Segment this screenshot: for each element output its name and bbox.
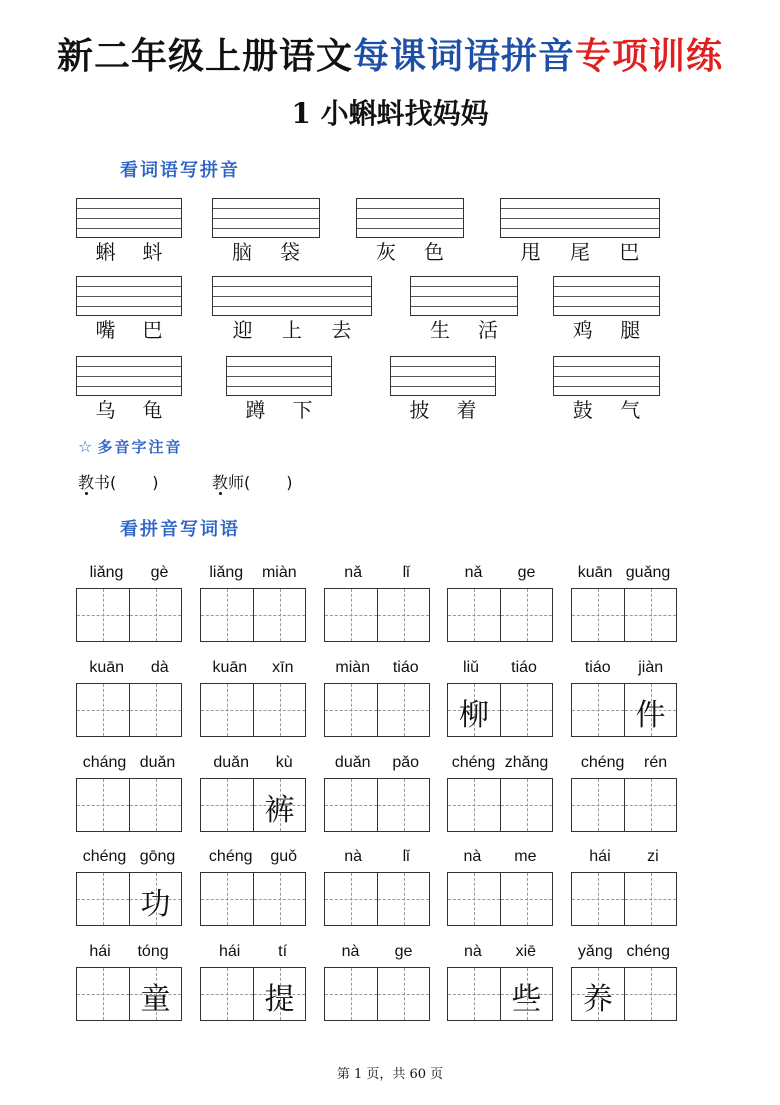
pinyin-syllable: chéng [580, 754, 625, 771]
filled-char: 功 [140, 887, 171, 922]
pinyin-syllable: liǔ [463, 659, 480, 676]
pinyin-writing-box[interactable] [212, 198, 320, 238]
pinyin-label [571, 754, 677, 772]
tianzige-cell[interactable] [129, 779, 181, 831]
pinyin-syllable: cháng [82, 754, 127, 771]
tianzige-cell[interactable] [77, 779, 129, 831]
pinyin-syllable: tí [278, 943, 288, 960]
pinyin-syllable: nà [341, 943, 360, 960]
pinyin-syllable: gōng [139, 848, 176, 865]
ruled-line [227, 386, 331, 387]
pinyin-label [571, 564, 677, 582]
ruled-line [411, 306, 517, 307]
page-title [0, 28, 780, 79]
vocab-char: 巴 [142, 318, 163, 342]
vocab-word [362, 236, 458, 265]
vocab-char: 色 [424, 240, 444, 264]
pinyin-syllable: kuān [212, 659, 248, 676]
ruled-line [213, 228, 319, 229]
pinyin-syllable: kù [275, 754, 293, 771]
pinyin-syllable: nǎ [344, 564, 363, 581]
page-footer: 第 1 页，共 60 页 [336, 1067, 444, 1082]
ruled-line [77, 228, 181, 229]
tianzige-cell[interactable] [77, 589, 129, 641]
tianzige-cell[interactable] [253, 873, 305, 925]
pinyin-label [76, 848, 182, 866]
vocab-char: 上 [281, 318, 302, 342]
pinyin-writing-box[interactable] [356, 198, 464, 238]
tianzige-box[interactable] [571, 967, 677, 1021]
star-icon: ☆ [78, 437, 93, 456]
pinyin-label [76, 754, 182, 772]
pinyin-syllable: hái [89, 943, 111, 960]
section-title-write-pinyin: 看词语写拼音 [120, 160, 240, 181]
ruled-line [357, 208, 463, 209]
tianzige-cell[interactable] [377, 873, 429, 925]
tianzige-box[interactable] [76, 683, 182, 737]
pinyin-label [76, 564, 182, 582]
ruled-line [391, 376, 495, 377]
ruled-line [391, 386, 495, 387]
pinyin-label [447, 564, 553, 582]
tianzige-box[interactable] [76, 778, 182, 832]
ruled-line [213, 296, 371, 297]
tianzige-cell[interactable] [448, 779, 500, 831]
pinyin-syllable: ge [394, 943, 413, 960]
tianzige-cell[interactable] [325, 779, 377, 831]
vocab-char: 迎 [232, 318, 253, 342]
pinyin-syllable: xiē [515, 943, 537, 960]
pinyin-syllable: xīn [272, 659, 294, 676]
pinyin-syllable: jiàn [638, 659, 664, 676]
pinyin-syllable: duǎn [139, 754, 176, 771]
pinyin-syllable: kuān [89, 659, 125, 676]
tianzige-box[interactable] [200, 872, 306, 926]
tianzige-cell[interactable] [624, 684, 676, 736]
polyphone-close: ) [286, 473, 293, 492]
pinyin-syllable: nà [463, 943, 482, 960]
vocab-char: 下 [292, 398, 313, 422]
tianzige-box[interactable] [324, 683, 430, 737]
vocab-char: 甩 [520, 240, 541, 264]
pinyin-label [324, 848, 430, 866]
tianzige-box[interactable] [324, 872, 430, 926]
polyphone-item-2 [212, 470, 293, 493]
ruled-line [501, 228, 659, 229]
vocab-word [82, 394, 176, 423]
vocab-word [218, 314, 366, 343]
pinyin-syllable: zi [647, 848, 659, 865]
pinyin-writing-box[interactable] [226, 356, 332, 396]
pinyin-label [76, 943, 182, 961]
pinyin-label [571, 848, 677, 866]
pinyin-syllable: miàn [335, 659, 371, 676]
tianzige-cell[interactable] [448, 968, 500, 1020]
polyphone-heading [78, 436, 182, 457]
section-title-write-words: 看拼音写词语 [120, 519, 240, 540]
filled-char: 童 [140, 982, 171, 1017]
ruled-line [554, 376, 659, 377]
filled-char: 柳 [459, 698, 489, 733]
lesson-title: 1 小蝌蚪找妈妈 [291, 97, 489, 130]
polyphone-word: 教师( [212, 473, 251, 492]
ruled-line [227, 366, 331, 367]
pinyin-syllable: pǎo [392, 754, 420, 771]
ruled-line [554, 296, 659, 297]
polyphone-word: 教书( [78, 473, 117, 492]
vocab-word [82, 314, 176, 343]
pinyin-syllable: guǎng [625, 564, 671, 581]
pinyin-writing-box[interactable] [553, 356, 660, 396]
pinyin-syllable: me [514, 848, 537, 865]
pinyin-label [571, 659, 677, 677]
tianzige-cell[interactable] [129, 968, 181, 1020]
vocab-char: 蚪 [142, 240, 163, 264]
pinyin-syllable: liǎng [209, 564, 244, 581]
tianzige-cell[interactable] [624, 779, 676, 831]
tianzige-box[interactable] [200, 778, 306, 832]
ruled-line [357, 218, 463, 219]
pinyin-label [447, 754, 553, 772]
title-part-red: 专项训练 [575, 35, 724, 77]
filled-char: 裤 [264, 793, 295, 828]
tianzige-box[interactable] [571, 778, 677, 832]
pinyin-label [447, 659, 553, 677]
tianzige-cell[interactable] [325, 684, 377, 736]
pinyin-writing-box[interactable] [76, 276, 182, 316]
pinyin-syllable: dà [150, 659, 169, 676]
tianzige-box[interactable] [200, 588, 306, 642]
pinyin-syllable: chéng [451, 754, 496, 771]
tianzige-box[interactable] [76, 588, 182, 642]
vocab-word [82, 236, 176, 265]
pinyin-syllable: tiáo [584, 659, 611, 676]
tianzige-cell[interactable] [624, 873, 676, 925]
ruled-line [227, 376, 331, 377]
tianzige-box[interactable] [324, 778, 430, 832]
tianzige-cell[interactable] [377, 589, 429, 641]
tianzige-cell[interactable] [500, 968, 552, 1020]
tianzige-cell[interactable] [572, 873, 624, 925]
tianzige-cell[interactable] [77, 968, 129, 1020]
pinyin-syllable: miàn [261, 564, 297, 581]
vocab-word [232, 394, 326, 423]
tianzige-cell[interactable] [129, 873, 181, 925]
pinyin-syllable: tiáo [392, 659, 419, 676]
vocab-char: 气 [620, 398, 641, 422]
polyphone-close: ) [152, 473, 159, 492]
tianzige-cell[interactable] [325, 968, 377, 1020]
vocab-char: 袋 [280, 240, 300, 264]
tianzige-cell[interactable] [253, 968, 305, 1020]
tianzige-cell[interactable] [253, 779, 305, 831]
vocab-char: 乌 [95, 398, 116, 422]
pinyin-label [200, 848, 306, 866]
pinyin-syllable: nà [344, 848, 363, 865]
ruled-line [554, 386, 659, 387]
tianzige-cell[interactable] [572, 589, 624, 641]
tianzige-cell[interactable] [201, 873, 253, 925]
tianzige-box[interactable] [447, 872, 553, 926]
vocab-char: 着 [456, 398, 477, 422]
tianzige-cell[interactable] [77, 684, 129, 736]
tianzige-cell[interactable] [201, 589, 253, 641]
tianzige-box[interactable] [447, 683, 553, 737]
vocab-char: 灰 [376, 240, 396, 264]
pinyin-writing-box[interactable] [212, 276, 372, 316]
tianzige-box[interactable] [571, 588, 677, 642]
pinyin-syllable: hái [218, 943, 241, 960]
tianzige-cell[interactable] [77, 873, 129, 925]
vocab-char: 去 [331, 318, 352, 342]
pinyin-syllable: chéng [82, 848, 127, 865]
pinyin-syllable: duǎn [334, 754, 371, 771]
pinyin-syllable: liǎng [89, 564, 124, 581]
tianzige-cell[interactable] [201, 779, 253, 831]
tianzige-box[interactable] [76, 872, 182, 926]
ruled-line [411, 286, 517, 287]
tianzige-cell[interactable] [377, 968, 429, 1020]
tianzige-cell[interactable] [572, 684, 624, 736]
ruled-line [357, 228, 463, 229]
tianzige-cell[interactable] [624, 968, 676, 1020]
pinyin-label [324, 943, 430, 961]
tianzige-cell[interactable] [377, 684, 429, 736]
pinyin-label [324, 564, 430, 582]
vocab-word [218, 236, 314, 265]
pinyin-syllable: zhǎng [504, 754, 549, 771]
ruled-line [554, 366, 659, 367]
pinyin-syllable: rén [644, 754, 668, 771]
pinyin-label [200, 943, 306, 961]
pinyin-label [447, 943, 553, 961]
tianzige-cell[interactable] [253, 684, 305, 736]
vocab-char: 生 [430, 318, 450, 342]
ruled-line [554, 306, 659, 307]
ruled-line [501, 218, 659, 219]
vocab-word [416, 314, 512, 343]
tianzige-box[interactable] [447, 967, 553, 1021]
filled-char: 件 [635, 698, 666, 733]
pinyin-label [447, 848, 553, 866]
tianzige-cell[interactable] [448, 684, 500, 736]
tianzige-cell[interactable] [572, 779, 624, 831]
vocab-word [506, 236, 654, 265]
pinyin-syllable: nǎ [464, 564, 483, 581]
title-part-black: 新二年级上册语文 [56, 35, 353, 77]
tianzige-cell[interactable] [325, 589, 377, 641]
tianzige-cell[interactable] [129, 684, 181, 736]
tianzige-cell[interactable] [325, 873, 377, 925]
tianzige-cell[interactable] [624, 589, 676, 641]
pinyin-writing-box[interactable] [410, 276, 518, 316]
polyphone-item-1 [78, 470, 159, 493]
vocab-word [396, 394, 490, 423]
vocab-char: 尾 [569, 240, 590, 264]
pinyin-syllable: lǐ [402, 564, 410, 581]
ruled-line [411, 296, 517, 297]
pinyin-syllable: kuān [577, 564, 613, 581]
pinyin-writing-box[interactable] [553, 276, 660, 316]
filled-char: 提 [264, 982, 295, 1017]
ruled-line [77, 386, 181, 387]
ruled-line [77, 376, 181, 377]
filled-char: 养 [583, 982, 613, 1017]
tianzige-cell[interactable] [500, 684, 552, 736]
tianzige-cell[interactable] [201, 684, 253, 736]
title-part-blue: 每课词语拼音 [352, 35, 575, 77]
pinyin-syllable: hái [589, 848, 611, 865]
tianzige-cell[interactable] [500, 873, 552, 925]
vocab-word [559, 314, 654, 343]
vocab-word [559, 394, 654, 423]
pinyin-syllable: ge [517, 564, 536, 581]
vocab-char: 蹲 [245, 398, 266, 422]
pinyin-syllable: nà [463, 848, 482, 865]
ruled-line [213, 286, 371, 287]
tianzige-box[interactable] [200, 967, 306, 1021]
ruled-line [77, 296, 181, 297]
vocab-char: 巴 [619, 240, 640, 264]
tianzige-box[interactable] [76, 967, 182, 1021]
tianzige-cell[interactable] [500, 779, 552, 831]
tianzige-cell[interactable] [448, 873, 500, 925]
tianzige-cell[interactable] [572, 968, 624, 1020]
ruled-line [501, 208, 659, 209]
pinyin-label [200, 564, 306, 582]
tianzige-cell[interactable] [253, 589, 305, 641]
emphasis-dot [219, 492, 222, 495]
tianzige-box[interactable] [324, 588, 430, 642]
ruled-line [77, 218, 181, 219]
pinyin-syllable: gè [150, 564, 169, 581]
pinyin-label [324, 754, 430, 772]
pinyin-writing-box[interactable] [76, 356, 182, 396]
vocab-char: 龟 [142, 398, 163, 422]
ruled-line [213, 306, 371, 307]
tianzige-cell[interactable] [448, 589, 500, 641]
tianzige-box[interactable] [571, 683, 677, 737]
filled-char: 些 [511, 982, 542, 1017]
tianzige-box[interactable] [447, 588, 553, 642]
pinyin-writing-box[interactable] [76, 198, 182, 238]
vocab-char: 活 [478, 318, 498, 342]
vocab-char: 鸡 [572, 318, 593, 342]
section-title-polyphone: 多音字注音 [97, 438, 183, 456]
pinyin-label [571, 943, 677, 961]
pinyin-label [324, 659, 430, 677]
vocab-char: 腿 [620, 318, 641, 342]
vocab-char: 嘴 [95, 318, 116, 342]
ruled-line [77, 366, 181, 367]
tianzige-cell[interactable] [129, 589, 181, 641]
pinyin-label [76, 659, 182, 677]
ruled-line [213, 208, 319, 209]
pinyin-syllable: tiáo [511, 659, 537, 676]
tianzige-box[interactable] [324, 967, 430, 1021]
pinyin-syllable: guǒ [270, 848, 298, 865]
vocab-char: 鼓 [572, 398, 593, 422]
pinyin-label [200, 754, 306, 772]
tianzige-cell[interactable] [201, 968, 253, 1020]
emphasis-dot [85, 492, 88, 495]
ruled-line [213, 218, 319, 219]
ruled-line [77, 306, 181, 307]
tianzige-cell[interactable] [500, 589, 552, 641]
pinyin-writing-box[interactable] [390, 356, 496, 396]
tianzige-cell[interactable] [377, 779, 429, 831]
ruled-line [77, 208, 181, 209]
pinyin-syllable: chéng [208, 848, 253, 865]
tianzige-box[interactable] [200, 683, 306, 737]
tianzige-box[interactable] [447, 778, 553, 832]
pinyin-syllable: duǎn [213, 754, 249, 771]
pinyin-syllable: chéng [626, 943, 671, 960]
pinyin-writing-box[interactable] [500, 198, 660, 238]
pinyin-syllable: lǐ [402, 848, 410, 865]
ruled-line [391, 366, 495, 367]
pinyin-syllable: tóng [137, 943, 169, 960]
vocab-char: 披 [409, 398, 430, 422]
ruled-line [554, 286, 659, 287]
pinyin-label [200, 659, 306, 677]
pinyin-syllable: yǎng [577, 943, 613, 960]
vocab-char: 脑 [232, 240, 252, 264]
vocab-char: 蝌 [95, 240, 116, 264]
tianzige-box[interactable] [571, 872, 677, 926]
ruled-line [77, 286, 181, 287]
